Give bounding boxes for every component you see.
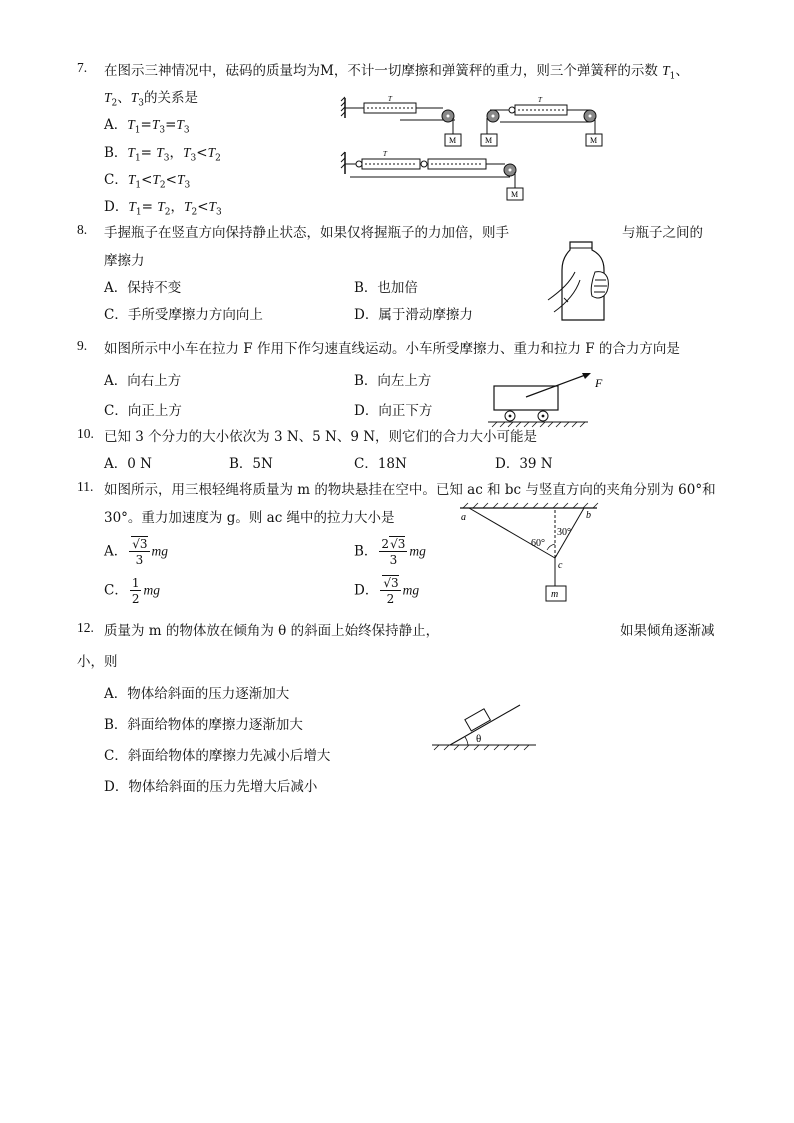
svg-text:M: M: [449, 136, 457, 145]
q12-stem-line1b: 如果倾角逐渐减: [620, 623, 715, 639]
setup-2: [481, 96, 602, 146]
q7-stem-line2: $T_2$、$T_3$的关系是: [104, 90, 198, 109]
q12-option-d[interactable]: D．物体给斜面的压力先增大后减小: [104, 779, 318, 795]
q9-option-b[interactable]: B．向左上方: [354, 373, 432, 389]
q8-option-d[interactable]: D．属于滑动摩擦力: [354, 307, 473, 323]
q9-force-label: F: [595, 376, 603, 390]
setup-3: [341, 150, 523, 200]
svg-text:b: b: [586, 510, 591, 521]
q7-option-c[interactable]: C．$T_1<T_2<T_3$: [104, 172, 191, 191]
q10-option-c[interactable]: C．18N: [354, 456, 407, 472]
q10-stem: 已知 3 个分力的大小依次为 3 N、5 N、9 N，则它们的合力大小可能是: [104, 429, 538, 445]
svg-text:60°: 60°: [531, 538, 545, 549]
svg-text:T: T: [383, 150, 387, 158]
q9-cart-figure: [488, 370, 608, 432]
q11-option-d[interactable]: D． $\frac{√3}{2}$ mg: [354, 576, 420, 606]
q9-number: 9.: [77, 338, 88, 353]
q12-option-c[interactable]: C．斜面给物体的摩擦力先减小后增大: [104, 748, 331, 764]
q8-stem-line2: 摩擦力: [104, 253, 145, 269]
q12-theta-label: θ: [476, 733, 482, 745]
q7-spring-scale-figure: [340, 92, 615, 208]
q10-option-a[interactable]: A．0 N: [104, 456, 152, 472]
q10-option-b[interactable]: B．5N: [229, 456, 273, 472]
svg-text:a: a: [461, 512, 466, 523]
q12-number: 12.: [77, 620, 94, 635]
q7-number: 7.: [77, 60, 88, 75]
svg-text:30°: 30°: [557, 527, 571, 538]
q8-stem-line1a: 手握瓶子在竖直方向保持静止状态，如果仅将握瓶子的力加倍，则手: [104, 225, 509, 241]
q12-incline-figure: [428, 697, 540, 755]
q8-option-a[interactable]: A．保持不变: [104, 280, 182, 296]
q7-option-d[interactable]: D．$T_1= T_2$，$T_2<T_3$: [104, 199, 222, 218]
setup-1: [341, 95, 461, 146]
q9-option-a[interactable]: A．向右上方: [104, 373, 182, 389]
svg-text:m: m: [551, 589, 559, 600]
svg-text:T: T: [538, 96, 542, 104]
q12-option-a[interactable]: A．物体给斜面的压力逐渐加大: [104, 686, 290, 702]
q12-stem-line1a: 质量为 m 的物体放在倾角为 θ 的斜面上始终保持静止，: [104, 623, 440, 639]
q12-stem-line2: 小，则: [77, 654, 118, 670]
q11-number: 11.: [77, 479, 94, 494]
q7-option-b[interactable]: B．$T_1= T_3$，$T_3<T_2$: [104, 145, 221, 164]
q7-option-a[interactable]: A．$T_1=T_3=T_3$: [104, 117, 190, 136]
q9-stem: 如图所示中小车在拉力 F 作用下作匀速直线运动。小车所受摩擦力、重力和拉力 F 的合力方向是: [104, 341, 680, 357]
svg-text:M: M: [590, 136, 598, 145]
q11-stem-line1: 如图所示，用三根轻绳将质量为 m 的物块悬挂在空中。已知 ac 和 bc 与竖直方向的夹角分别为 60°和: [104, 482, 716, 498]
q8-bottle-hand-figure: [540, 240, 620, 325]
q8-number: 8.: [77, 222, 88, 237]
svg-text:M: M: [511, 190, 519, 199]
q7-stem-line1: 在图示三神情况中，砝码的质量均为M，不计一切摩擦和弹簧秤的重力，则三个弹簧秤的示数 $T_1$、: [104, 63, 689, 82]
svg-text:c: c: [558, 560, 563, 571]
q11-stem-line2: 30°。重力加速度为 g。则 ac 绳中的拉力大小是: [104, 510, 395, 526]
q10-number: 10.: [77, 426, 94, 441]
q11-option-a[interactable]: A． $\frac{√3}{3}$ mg: [104, 537, 169, 567]
q11-option-c[interactable]: C． $\frac{1}{2}$ mg: [104, 576, 160, 606]
q11-three-rope-figure: [455, 502, 605, 606]
q9-option-c[interactable]: C．向正上方: [104, 403, 182, 419]
svg-text:M: M: [485, 136, 493, 145]
svg-text:T: T: [388, 95, 392, 103]
q8-stem-line1b: 与瓶子之间的: [622, 225, 703, 241]
q8-option-b[interactable]: B．也加倍: [354, 280, 418, 296]
q8-option-c[interactable]: C．手所受摩擦力方向向上: [104, 307, 263, 323]
q9-option-d[interactable]: D．向正下方: [354, 403, 433, 419]
q12-option-b[interactable]: B．斜面给物体的摩擦力逐渐加大: [104, 717, 303, 733]
q11-option-b[interactable]: B． $\frac{2√3}{3}$ mg: [354, 537, 426, 567]
q10-option-d[interactable]: D．39 N: [495, 456, 553, 472]
